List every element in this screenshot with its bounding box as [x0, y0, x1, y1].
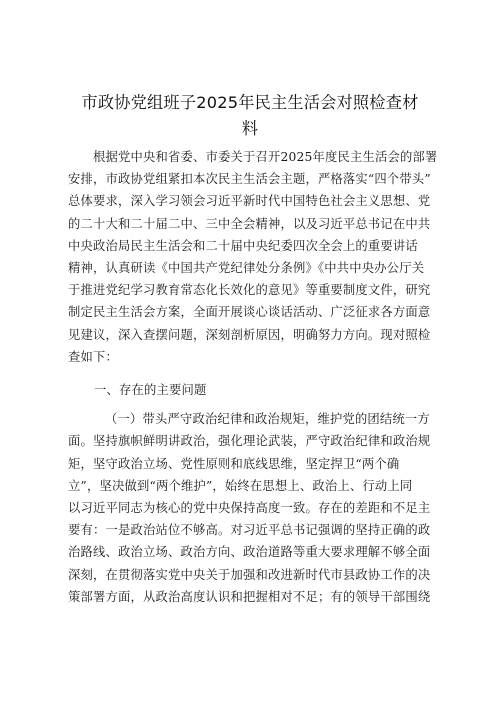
paragraph-line: 精神，认真研读《中国共产党纪律处分条例》《中共中央办公厅关 — [68, 261, 425, 276]
paragraph-line: 制定民主生活会方案，全面开展谈心谈话活动、广泛征求各方面意 — [68, 305, 431, 320]
paragraph-line: 矩，坚守政治立场、党性原则和底线思维，坚定捍卫“两个确 — [68, 456, 400, 471]
section-heading: 一、存在的主要问题 — [94, 383, 207, 398]
paragraph-line: 面。坚持旗帜鲜明讲政治，强化理论武装，严守政治纪律和政治规 — [68, 434, 431, 449]
paragraph-line: 于推进党纪学习教育常态化长效化的意见》等重要制度文件，研究 — [68, 283, 431, 298]
intro-paragraph — [68, 146, 438, 368]
paragraph-line: 的二十大和二十届二中、三中全会精神，以及习近平总书记在中共 — [68, 216, 431, 231]
paragraph-line: 根据党中央和省委、市委关于召开2025年度民主生活会的部署 — [93, 150, 438, 164]
paragraph-line: 策部署方面，从政治高度认识和把握相对不足；有的领导干部围绕 — [68, 589, 431, 604]
paragraph-line: 查如下： — [68, 349, 118, 364]
paragraph-line: 要有：一是政治站位不够高。对习近平总书记强调的坚持正确的政 — [68, 523, 431, 538]
title-line-1: 市政协党组班子2025年民主生活会对照检查材 — [81, 93, 419, 112]
paragraph-line: 以习近平同志为核心的党中央保持高度一致。存在的差距和不足主 — [68, 501, 431, 516]
document-title — [68, 90, 432, 142]
subsection-paragraph — [68, 408, 432, 608]
paragraph-line: 治路线、政治立场、政治方向、政治道路等重大要求理解不够全面 — [68, 545, 431, 560]
paragraph-line: 深刻，在贯彻落实党中央关于加强和改进新时代市县政协工作的决 — [68, 567, 431, 582]
paragraph-line: （一）带头严守政治纪律和政治规矩，维护党的团结统一方 — [105, 412, 430, 427]
paragraph-line: 立”，坚决做到“两个维护”，始终在思想上、政治上、行动上同 — [68, 478, 413, 493]
paragraph-line: 见建议，深入查摆问题，深刻剖析原因，明确努力方向。现对照检 — [68, 327, 431, 342]
title-line-2: 料 — [241, 119, 259, 138]
paragraph-line: 总体要求，深入学习领会习近平新时代中国特色社会主义思想、党 — [68, 194, 431, 209]
paragraph-line: 安排，市政协党组紧扣本次民主生活会主题，严格落实“四个带头” — [68, 172, 431, 187]
paragraph-line: 中央政治局民主生活会和二十届中央纪委四次全会上的重要讲话 — [68, 238, 418, 253]
